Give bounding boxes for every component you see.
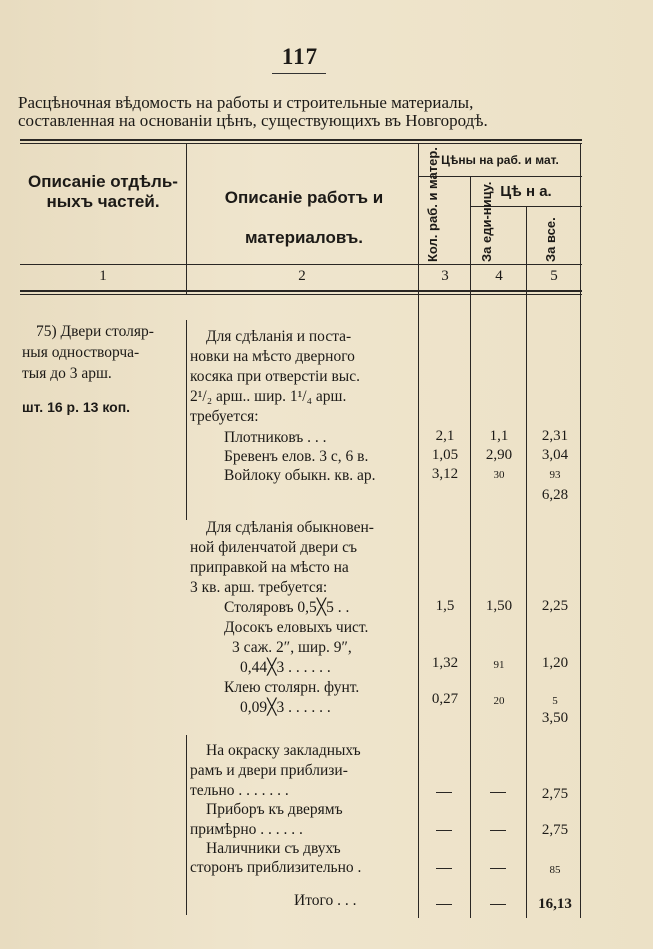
- block1-unit-2: 2,90: [485, 447, 513, 463]
- block2-line-4: 3 кв. арш. требуется:: [190, 579, 328, 596]
- header-price: Цѣ н а.: [500, 183, 552, 200]
- block3-qty-dash-1: [436, 792, 452, 793]
- header-col5: За все.: [543, 217, 558, 262]
- block3-line-1: На окраску закладныхъ: [206, 742, 361, 759]
- total-unit-dash: [490, 904, 506, 905]
- block2-row-2: Досокъ еловыхъ чист.: [224, 619, 369, 636]
- block1-total: 6,28: [541, 487, 569, 503]
- block1-row-1: Плотниковъ . . .: [224, 429, 327, 446]
- block1-line-4: 2¹/₂ арш.. шир. 1¹/₄ арш.: [190, 388, 347, 405]
- block2-total: 3,50: [541, 710, 569, 726]
- col-number-2: 2: [298, 268, 306, 284]
- block1-unit-1: 1,1: [489, 428, 509, 444]
- item-price: шт. 16 р. 13 коп.: [22, 399, 131, 415]
- block1-line-3: косяка при отверстiи выс.: [190, 368, 360, 385]
- block2-row-3: 3 саж. 2″, шир. 9″,: [232, 639, 352, 656]
- block1-line-2: новки на мѣсто дверного: [190, 348, 355, 365]
- block1-row-2: Бревенъ елов. 3 с, 6 в.: [224, 448, 369, 465]
- block3-line-4: Приборъ къ дверямъ: [206, 801, 343, 818]
- block1-line-5: требуется:: [190, 408, 259, 425]
- block1-qty-3: 3,12: [431, 466, 459, 482]
- col-divider-1-head: [186, 143, 187, 294]
- group-header-rule: [418, 176, 582, 177]
- block3-line-6: Наличники съ двухъ: [206, 840, 341, 857]
- col-number-3: 3: [441, 268, 449, 284]
- block1-qty-2: 1,05: [431, 447, 459, 463]
- intro-line-1: Расцѣночная вѣдомость на работы и строительные материалы,: [18, 93, 474, 112]
- col-divider-1a: [186, 320, 187, 520]
- block1-qty-1: 2,1: [435, 428, 455, 444]
- header-col1: Описанiе отдѣль-ныхъ частей.: [28, 172, 178, 211]
- block2-row-1: Столяровъ 0,5╳5 . .: [224, 599, 350, 616]
- block3-unit-dash-3: [490, 868, 506, 869]
- col-divider-2: [418, 143, 419, 918]
- block2-qty-2: 1,32: [431, 655, 459, 671]
- block2-line-2: ной филенчатой двери съ: [190, 539, 358, 556]
- block1-unit-3: 30: [493, 469, 505, 481]
- block3-line-3: тельно . . . . . . .: [190, 782, 289, 799]
- block1-sum-3: 93: [549, 469, 561, 481]
- page-number: 117: [281, 44, 319, 69]
- block2-sum-2: 1,20: [541, 655, 569, 671]
- block2-sum-1: 2,25: [541, 598, 569, 614]
- block2-qty-3: 0,27: [431, 691, 459, 707]
- col-divider-1b: [186, 735, 187, 915]
- numbers-bottom-rule-2: [20, 294, 582, 295]
- item-title-2: ныя одностворча-: [22, 344, 140, 361]
- block1-row-3: Войлоку обыкн. кв. ар.: [224, 467, 376, 484]
- col-divider-3: [470, 176, 471, 918]
- block2-row-5: Клею столярн. фунт.: [224, 679, 360, 696]
- block3-sum-2: 2,75: [541, 822, 569, 838]
- total-qty-dash: [436, 904, 452, 905]
- block2-qty-1: 1,5: [435, 598, 455, 614]
- page-number-rule: [272, 73, 326, 74]
- block2-unit-1: 1,50: [485, 598, 513, 614]
- block3-line-7: сторонъ приблизительно .: [190, 859, 362, 876]
- item-title-1: 75) Двери столяр-: [36, 323, 154, 340]
- item-title-3: тыя до 3 арш.: [22, 365, 112, 382]
- header-group: Цѣны на раб. и мат.: [441, 153, 559, 167]
- intro-text: [18, 94, 586, 130]
- col-divider-right: [580, 143, 581, 918]
- header-col4: За еди-ницу.: [479, 181, 494, 262]
- block2-unit-2: 91: [493, 659, 505, 671]
- col-number-1: 1: [99, 268, 107, 284]
- intro-line-2: составленная на основанiи цѣнъ, существующихъ въ Новгородѣ.: [18, 111, 488, 130]
- col-divider-4: [526, 206, 527, 918]
- block2-line-1: Для сдѣланiя обыкновен-: [206, 519, 374, 536]
- block1-sum-2: 3,04: [541, 447, 569, 463]
- col-number-4: 4: [495, 268, 503, 284]
- table-top-rule: [20, 139, 582, 141]
- header-bottom-rule: [20, 264, 582, 265]
- total-value: 16,13: [538, 896, 572, 912]
- numbers-bottom-rule: [20, 290, 582, 292]
- block3-line-5: примѣрно . . . . . .: [190, 821, 303, 838]
- header-col2: Описанiе работъ и материаловъ.: [224, 188, 384, 247]
- total-label: Итого . . .: [294, 892, 357, 909]
- block1-line-1: Для сдѣланiя и поста-: [206, 328, 352, 345]
- block2-row-6: 0,09╳3 . . . . . .: [240, 699, 331, 716]
- block3-sum-3: 85: [549, 864, 561, 876]
- table-top-rule-2: [20, 143, 582, 144]
- block2-row-4: 0,44╳3 . . . . . .: [240, 659, 331, 676]
- block2-line-3: приправкой на мѣсто на: [190, 559, 349, 576]
- block3-line-2: рамъ и двери приблизи-: [190, 762, 348, 779]
- header-col3: Кол. раб. и матер.: [425, 147, 440, 262]
- block3-qty-dash-2: [436, 830, 452, 831]
- block3-unit-dash-2: [490, 830, 506, 831]
- block1-sum-1: 2,31: [541, 428, 569, 444]
- block3-sum-1: 2,75: [541, 786, 569, 802]
- block2-sum-3: 5: [552, 695, 558, 707]
- col-number-5: 5: [550, 268, 558, 284]
- block2-unit-3: 20: [493, 695, 505, 707]
- block3-qty-dash-3: [436, 868, 452, 869]
- block3-unit-dash-1: [490, 792, 506, 793]
